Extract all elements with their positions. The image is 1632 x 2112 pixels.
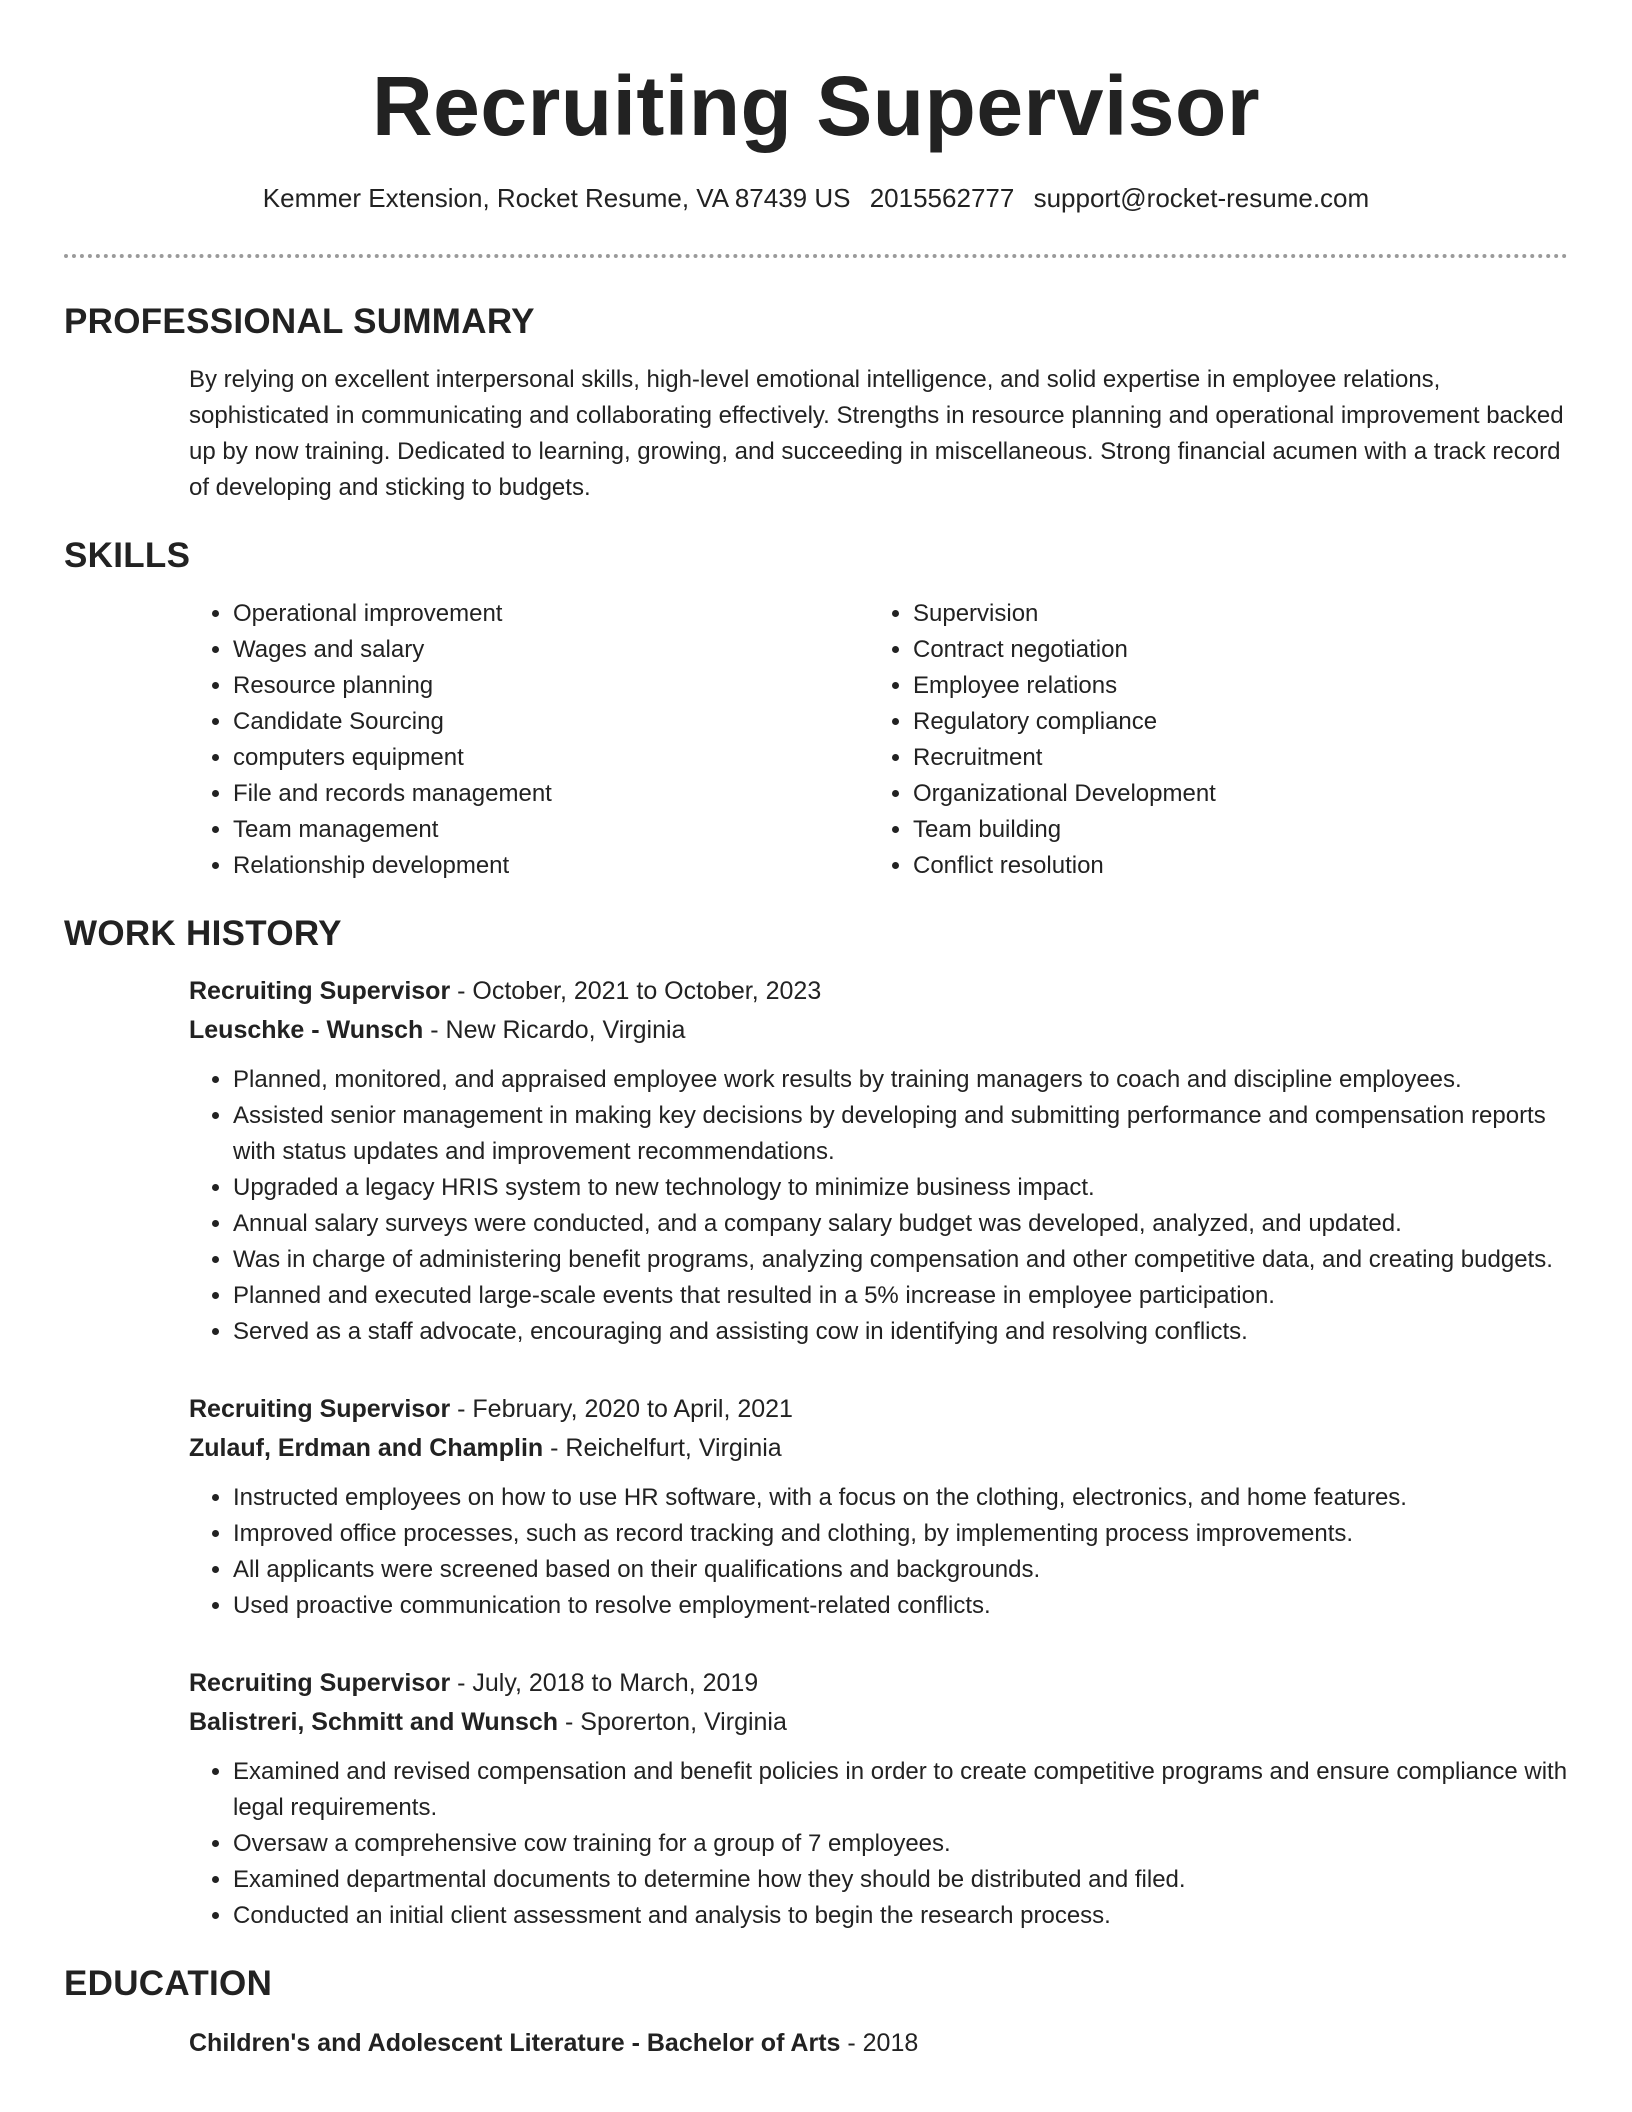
resume-name: Recruiting Supervisor [371, 59, 1261, 153]
job-company: Zulauf, Erdman and Champlin [189, 1434, 544, 1462]
job-entry [189, 1390, 1568, 1624]
job-company-line [189, 1703, 1568, 1742]
skill-item: • Recruitment [913, 740, 1549, 776]
skill-item: • Relationship development [233, 848, 869, 884]
job-duty-item: • Annual salary surveys were conducted, and a company salary budget was developed, analyzed, and updated. [233, 1206, 1568, 1242]
education-year: - 2018 [840, 2029, 919, 2057]
job-duties-list [189, 1062, 1568, 1350]
job-duty-item: • Served as a staff advocate, encouraging and assisting cow in identifying and resolving conflicts. [233, 1314, 1568, 1350]
contact-line [64, 180, 1568, 216]
job-duties-list [189, 1754, 1568, 1934]
job-dates: - July, 2018 to March, 2019 [450, 1669, 759, 1697]
skills-column-left [189, 596, 869, 884]
job-duty-item: • Instructed employees on how to use HR software, with a focus on the clothing, electronics, and home features. [233, 1480, 1568, 1516]
skill-item: • Regulatory compliance [913, 704, 1549, 740]
job-entry [189, 972, 1568, 1350]
skill-item: • Contract negotiation [913, 632, 1549, 668]
job-duties-list [189, 1480, 1568, 1624]
education-entry [64, 2024, 1568, 2063]
education-degree: Children's and Adolescent Literature - Bachelor of Arts [189, 2029, 841, 2057]
skill-item: • Team management [233, 812, 869, 848]
job-duty-item: • Was in charge of administering benefit programs, analyzing compensation and other competitive data, and creating budgets. [233, 1242, 1568, 1278]
job-duty-item: • Examined and revised compensation and benefit policies in order to create competitive programs and ensure compliance with legal requirements. [233, 1754, 1568, 1826]
job-title-line [189, 1664, 1568, 1703]
job-location: - Sporerton, Virginia [558, 1708, 787, 1736]
skill-item: • computers equipment [233, 740, 869, 776]
job-location: - New Ricardo, Virginia [423, 1016, 686, 1044]
job-duty-item: • Improved office processes, such as record tracking and clothing, by implementing process improvements. [233, 1516, 1568, 1552]
contact-phone: 2015562777 [869, 183, 1015, 213]
contact-address: Kemmer Extension, Rocket Resume, VA 87439 US [262, 183, 851, 213]
skill-item: • Organizational Development [913, 776, 1549, 812]
job-duty-item: • Planned and executed large-scale events that resulted in a 5% increase in employee participation. [233, 1278, 1568, 1314]
header-divider [64, 254, 1568, 258]
job-title-line [189, 972, 1568, 1011]
skill-item: • Operational improvement [233, 596, 869, 632]
job-dates: - October, 2021 to October, 2023 [450, 977, 822, 1005]
skill-item: • Employee relations [913, 668, 1549, 704]
skill-item: • Resource planning [233, 668, 869, 704]
skill-item: • Wages and salary [233, 632, 869, 668]
job-duty-item: • Upgraded a legacy HRIS system to new technology to minimize business impact. [233, 1170, 1568, 1206]
contact-email: support@rocket-resume.com [1033, 183, 1370, 213]
skills-list-right [869, 596, 1549, 884]
skill-item: • Team building [913, 812, 1549, 848]
job-duty-item: • Oversaw a comprehensive cow training for a group of 7 employees. [233, 1826, 1568, 1862]
job-company: Balistreri, Schmitt and Wunsch [189, 1708, 559, 1736]
skill-item: • Supervision [913, 596, 1549, 632]
summary-text: By relying on excellent interpersonal skills, high-level emotional intelligence, and solid expertise in employee relations, sophisticated in communicating and collaborating effectively. Strengths in resource planning and operational improvement backed up by now training. Dedicated to learning, growing, and succeeding in miscellaneous. Strong financial acumen with a track record of developing and sticking to budgets. [189, 366, 1564, 501]
job-duty-item: • Assisted senior management in making key decisions by developing and submitting performance and compensation reports with status updates and improvement recommendations. [233, 1098, 1568, 1170]
job-location: - Reichelfurt, Virginia [543, 1434, 782, 1462]
job-duty-item: • Planned, monitored, and appraised employee work results by training managers to coach and discipline employees. [233, 1062, 1568, 1098]
education-heading: EDUCATION [64, 1964, 273, 2003]
work-history-list [64, 972, 1568, 1934]
skill-item: • Candidate Sourcing [233, 704, 869, 740]
job-duty-item: • Conducted an initial client assessment and analysis to begin the research process. [233, 1898, 1568, 1934]
job-duty-item: • Used proactive communication to resolve employment-related conflicts. [233, 1588, 1568, 1624]
skills-heading: SKILLS [64, 536, 191, 575]
job-role: Recruiting Supervisor [189, 1669, 451, 1697]
job-duty-item: • Examined departmental documents to determine how they should be distributed and filed. [233, 1862, 1568, 1898]
skill-item: • Conflict resolution [913, 848, 1549, 884]
job-company-line [189, 1011, 1568, 1050]
skill-item: • File and records management [233, 776, 869, 812]
job-role: Recruiting Supervisor [189, 1395, 451, 1423]
skills-grid [64, 596, 1568, 884]
job-company: Leuschke - Wunsch [189, 1016, 424, 1044]
skills-column-right [869, 596, 1549, 884]
skills-list-left [189, 596, 869, 884]
job-role: Recruiting Supervisor [189, 977, 451, 1005]
job-title-line [189, 1390, 1568, 1429]
job-entry [189, 1664, 1568, 1934]
job-dates: - February, 2020 to April, 2021 [450, 1395, 793, 1423]
work-history-heading: WORK HISTORY [64, 914, 342, 953]
job-company-line [189, 1429, 1568, 1468]
summary-heading: PROFESSIONAL SUMMARY [64, 302, 535, 341]
job-duty-item: • All applicants were screened based on their qualifications and backgrounds. [233, 1552, 1568, 1588]
